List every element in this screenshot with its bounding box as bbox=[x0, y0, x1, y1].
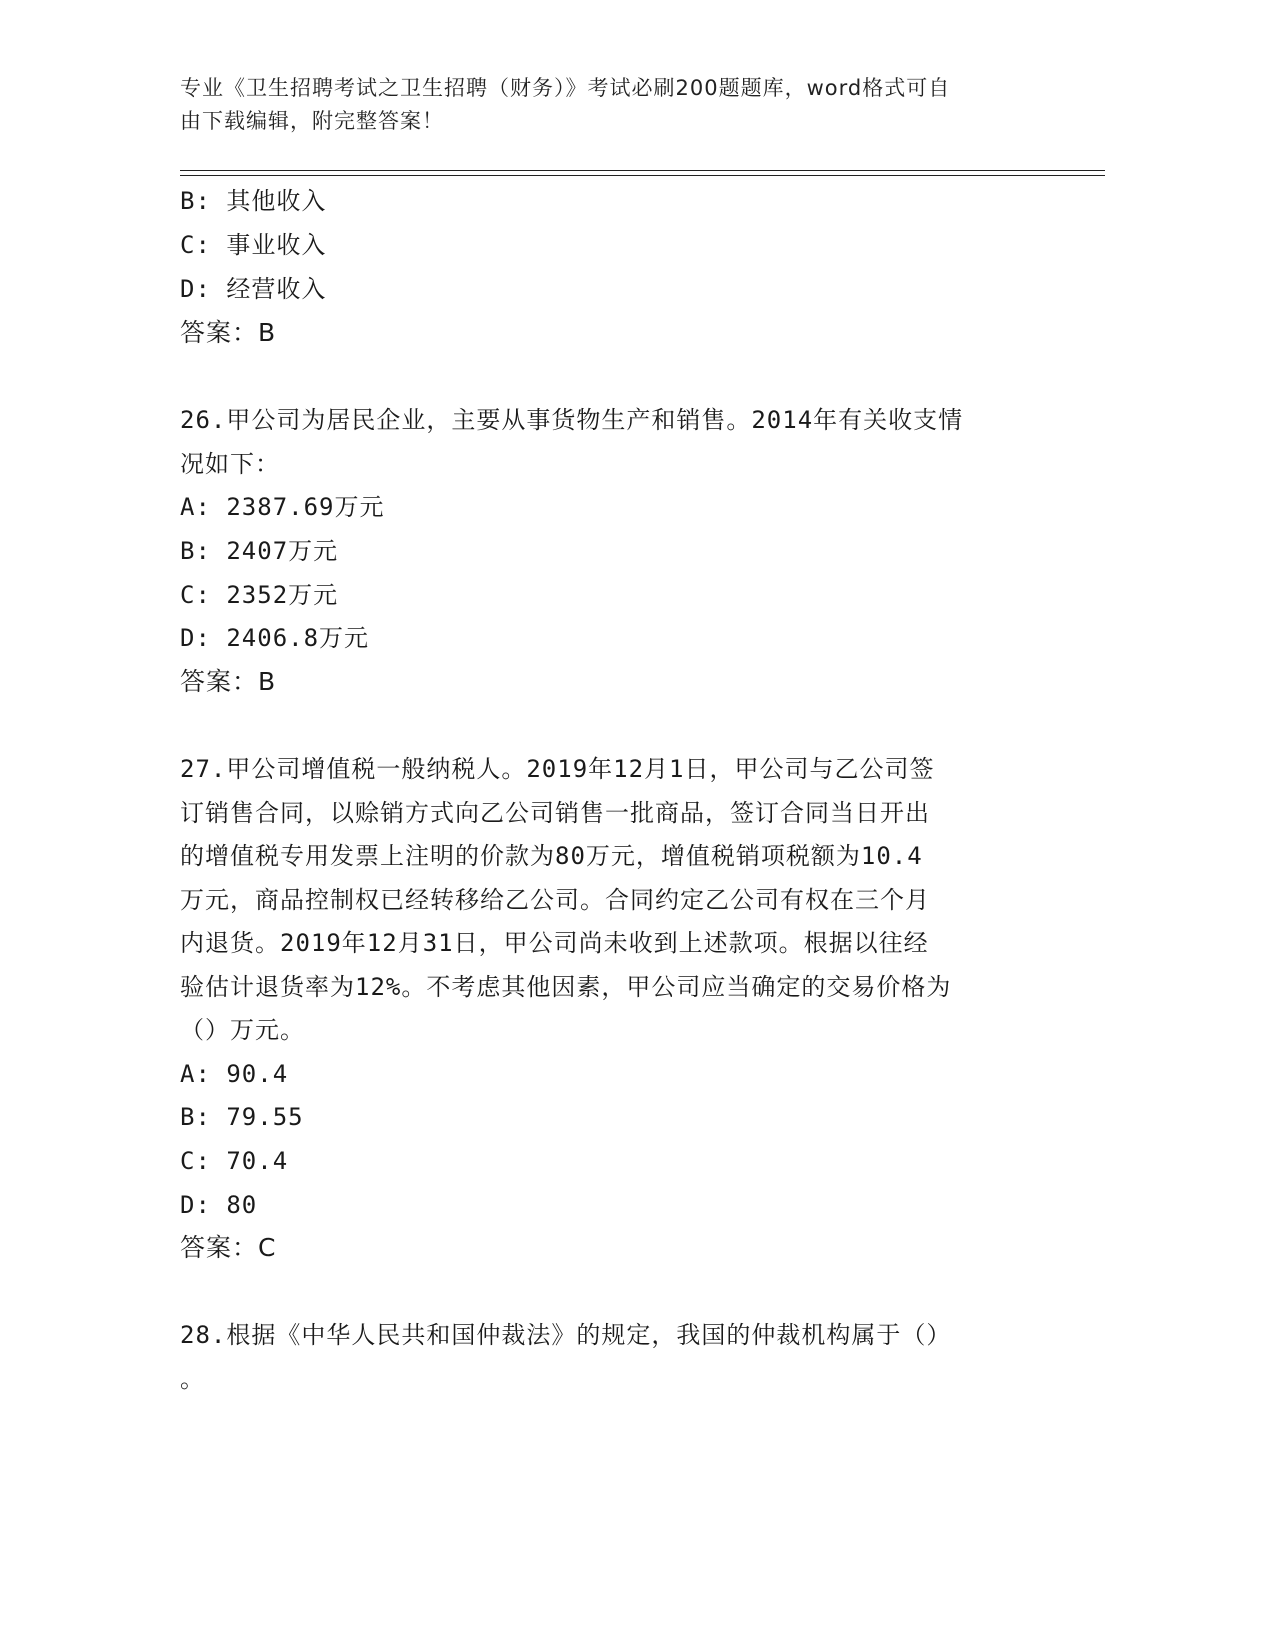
q25-answer: 答案：B bbox=[180, 318, 277, 347]
q27-stem-line-5: 内退货。2019年12月31日，甲公司尚未收到上述款项。根据以往经 bbox=[180, 929, 929, 957]
q27-option-d: D: 80 bbox=[180, 1191, 258, 1219]
q27-stem-line-3: 的增值税专用发票上注明的价款为80万元，增值税销项税额为10.4 bbox=[180, 842, 923, 870]
document-header bbox=[180, 72, 1040, 138]
header-line-2: 由下载编辑，附完整答案！ bbox=[180, 109, 444, 133]
q25-option-b: B: 其他收入 bbox=[180, 187, 327, 215]
q27-stem-line-6: 验估计退货率为12%。不考虑其他因素，甲公司应当确定的交易价格为 bbox=[180, 973, 952, 1001]
q28-stem-line-1: 28.根据《中华人民共和国仲裁法》的规定，我国的仲裁机构属于（） bbox=[180, 1321, 952, 1349]
q27-stem-line-4: 万元，商品控制权已经转移给乙公司。合同约定乙公司有权在三个月 bbox=[180, 886, 930, 914]
q26-stem-line-1: 26.甲公司为居民企业，主要从事货物生产和销售。2014年有关收支情 bbox=[180, 406, 964, 434]
q25-option-c: C: 事业收入 bbox=[180, 231, 327, 259]
header-line-1: 专业《卫生招聘考试之卫生招聘（财务）》考试必刷200题题库，word格式可自 bbox=[180, 76, 951, 100]
q27-stem-line-1: 27.甲公司增值税一般纳税人。2019年12月1日，甲公司与乙公司签 bbox=[180, 755, 935, 783]
q27-stem-line-7: （）万元。 bbox=[180, 1016, 305, 1044]
q26-option-d: D: 2406.8万元 bbox=[180, 624, 370, 652]
q28-stem-line-2: 。 bbox=[180, 1365, 205, 1393]
q27-option-a: A: 90.4 bbox=[180, 1060, 289, 1088]
header-divider-bottom bbox=[180, 175, 1105, 176]
q26-answer: 答案：B bbox=[180, 667, 277, 696]
q25-option-d: D: 经营收入 bbox=[180, 275, 327, 303]
q26-option-b: B: 2407万元 bbox=[180, 537, 339, 565]
q26-option-c: C: 2352万元 bbox=[180, 581, 339, 609]
header-divider-top bbox=[180, 170, 1105, 171]
q26-option-a: A: 2387.69万元 bbox=[180, 493, 385, 521]
q26-stem-line-2: 况如下： bbox=[180, 450, 280, 478]
q27-option-b: B: 79.55 bbox=[180, 1103, 304, 1131]
q27-stem-line-2: 订销售合同，以赊销方式向乙公司销售一批商品，签订合同当日开出 bbox=[180, 799, 930, 827]
q27-option-c: C: 70.4 bbox=[180, 1147, 289, 1175]
q27-answer: 答案：C bbox=[180, 1233, 277, 1262]
